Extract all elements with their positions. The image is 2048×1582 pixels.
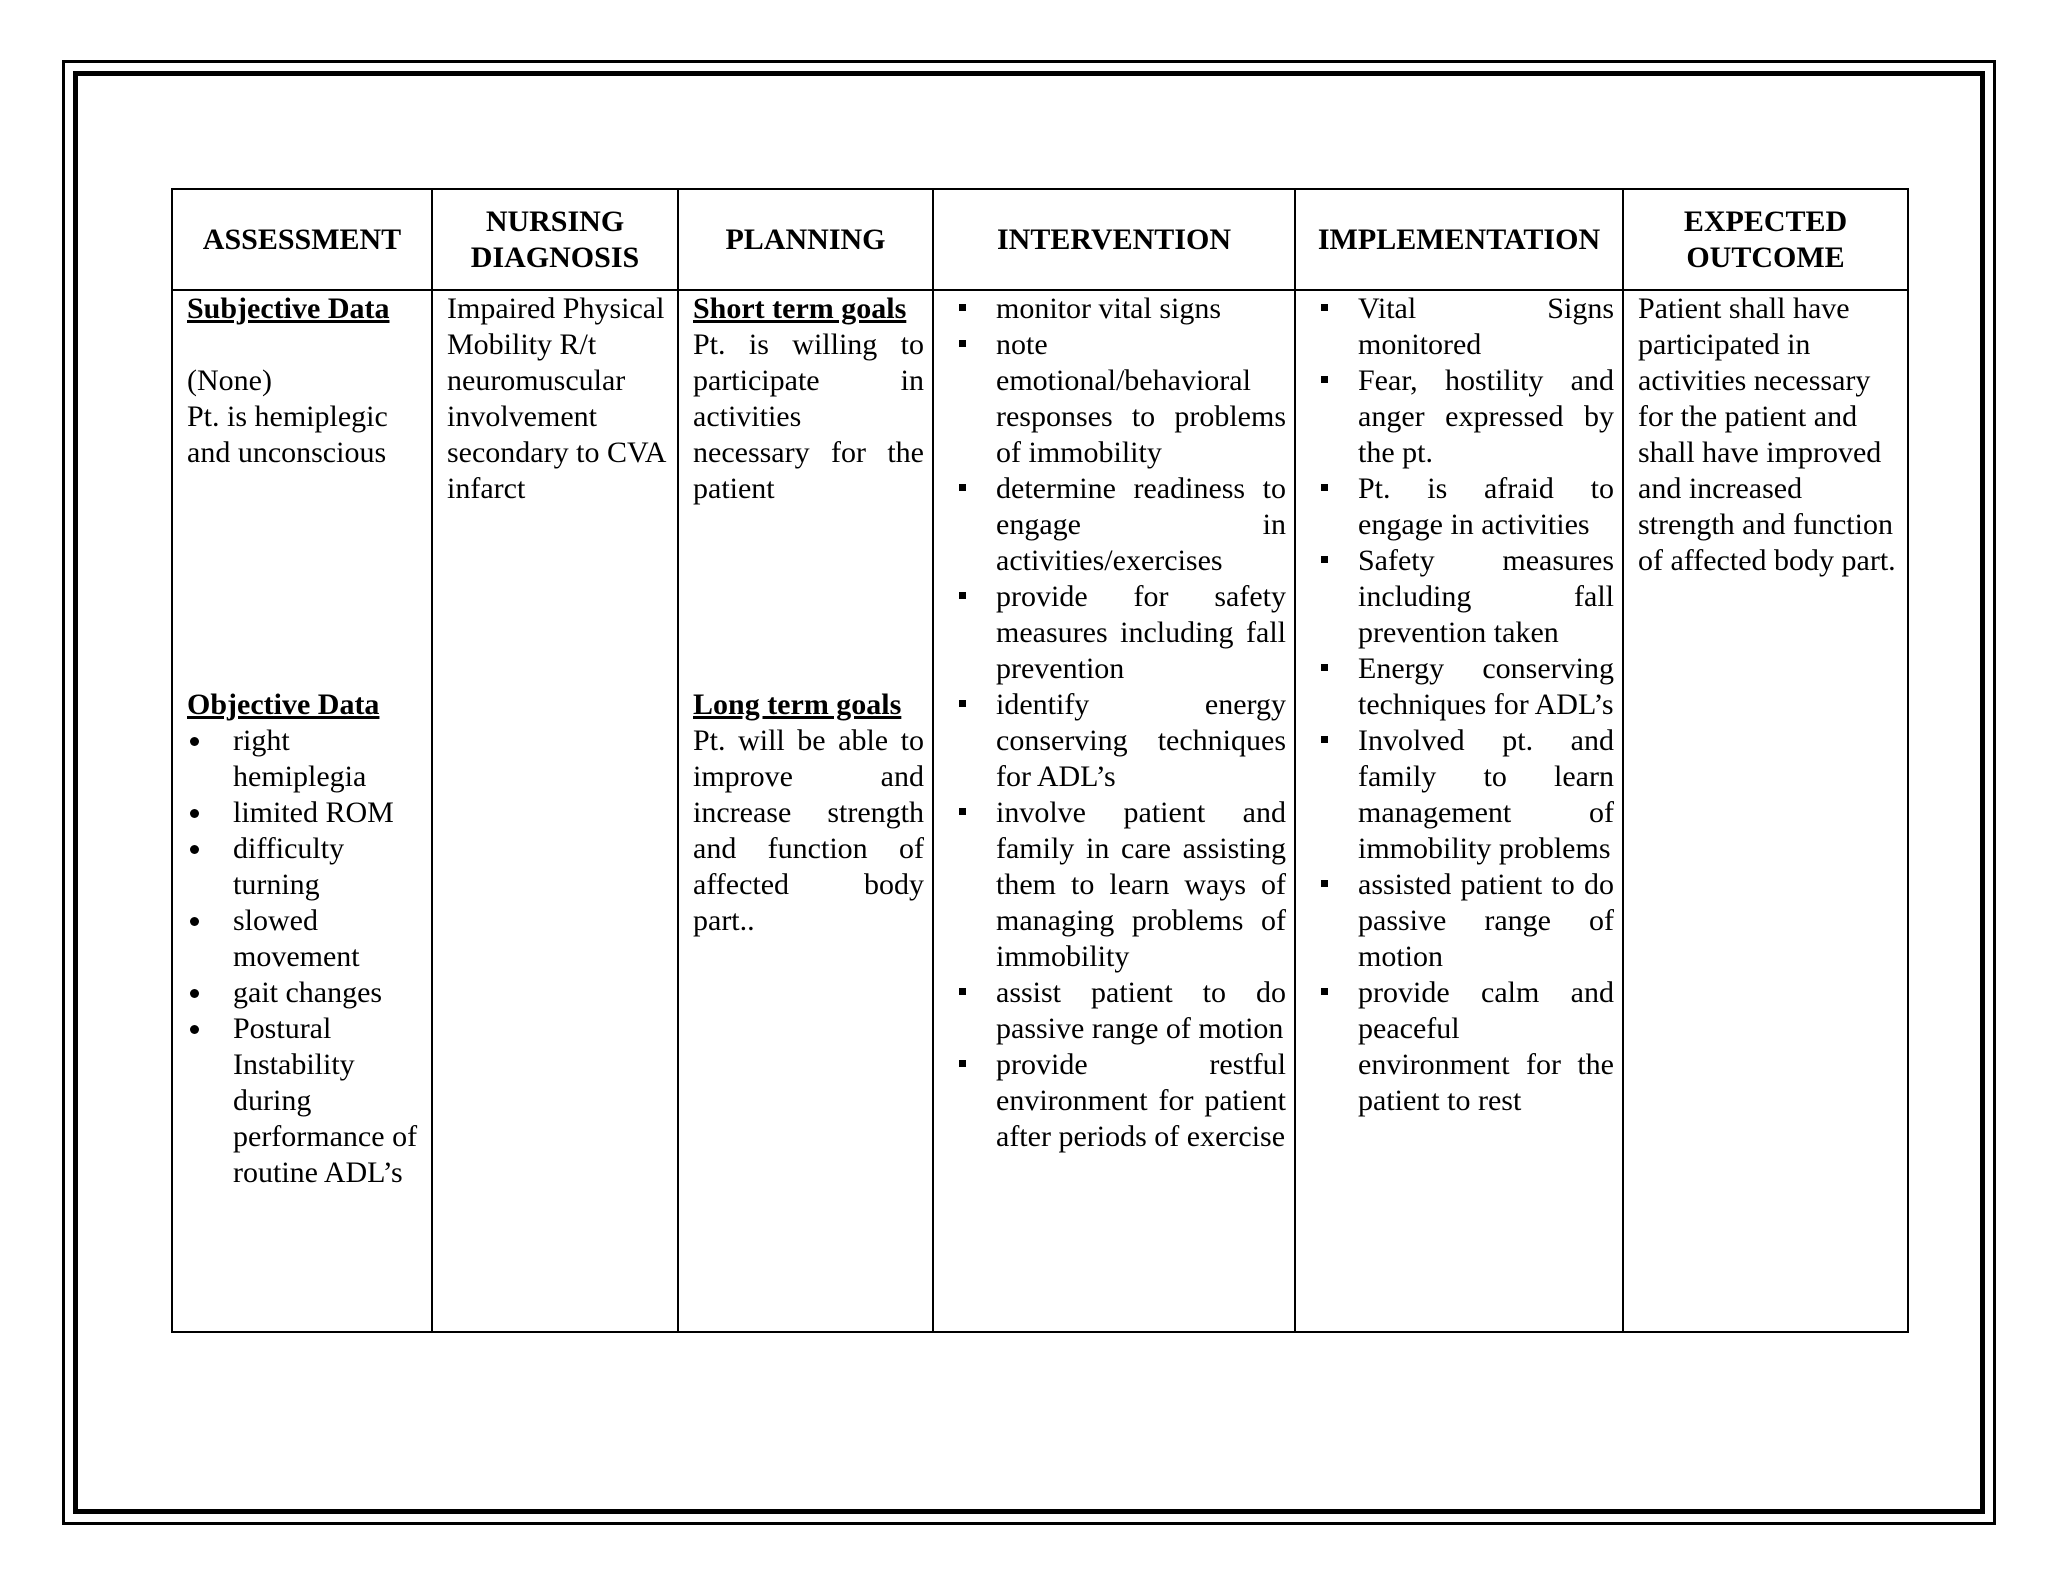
list-item: limited ROM bbox=[187, 795, 423, 831]
implementation-cell bbox=[1295, 290, 1623, 1332]
list-item: Postural Instability during performance of routine ADL’s bbox=[187, 1011, 423, 1191]
subjective-text: Pt. is hemiplegic and unconscious bbox=[187, 400, 388, 469]
care-plan-row bbox=[172, 290, 1908, 1332]
spacer bbox=[187, 327, 423, 363]
list-item: note emotional/behavioral responses to problems of immobility bbox=[948, 327, 1286, 471]
header-expected-outcome: EXPECTED OUTCOME bbox=[1623, 189, 1908, 290]
list-item: Fear, hostility and anger expressed by the pt. bbox=[1310, 363, 1614, 471]
intervention-list bbox=[948, 291, 1286, 1155]
subjective-none: (None) bbox=[187, 364, 272, 397]
spacer bbox=[187, 471, 423, 687]
list-item: slowed movement bbox=[187, 903, 423, 975]
header-assessment: ASSESSMENT bbox=[172, 189, 432, 290]
list-item: provide calm and peaceful environment for the patient to rest bbox=[1310, 975, 1614, 1119]
list-item: Vital Signs monitored bbox=[1310, 291, 1614, 363]
list-item: gait changes bbox=[187, 975, 423, 1011]
list-item: assisted patient to do passive range of motion bbox=[1310, 867, 1614, 975]
nursing-diagnosis-cell bbox=[432, 290, 678, 1332]
long-term-goals-text: Pt. will be able to improve and increase strength and function of affected body part.. bbox=[693, 724, 924, 937]
planning-cell bbox=[678, 290, 933, 1332]
list-item: provide for safety measures including fall prevention bbox=[948, 579, 1286, 687]
long-term-goals-heading: Long term goals bbox=[693, 688, 902, 721]
header-nursing-diagnosis: NURSING DIAGNOSIS bbox=[432, 189, 678, 290]
list-item: monitor vital signs bbox=[948, 291, 1286, 327]
header-implementation: IMPLEMENTATION bbox=[1295, 189, 1623, 290]
list-item: Safety measures including fall prevention taken bbox=[1310, 543, 1614, 651]
list-item: Involved pt. and family to learn management of immobility problems bbox=[1310, 723, 1614, 867]
subjective-data-heading: Subjective Data bbox=[187, 292, 390, 325]
list-item: involve patient and family in care assisting them to learn ways of managing problems of immobility bbox=[948, 795, 1286, 975]
list-item: Pt. is afraid to engage in activities bbox=[1310, 471, 1614, 543]
list-item: provide restful environment for patient after periods of exercise bbox=[948, 1047, 1286, 1155]
header-planning: PLANNING bbox=[678, 189, 933, 290]
list-item: right hemiplegia bbox=[187, 723, 423, 795]
spacer bbox=[693, 507, 924, 687]
nursing-diagnosis-text: Impaired Physical Mobility R/t neuromuscular involvement secondary to CVA infarct bbox=[447, 292, 665, 505]
list-item: Energy conserving techniques for ADL’s bbox=[1310, 651, 1614, 723]
short-term-goals-heading: Short term goals bbox=[693, 292, 907, 325]
objective-data-list bbox=[187, 723, 423, 1191]
expected-outcome-cell bbox=[1623, 290, 1908, 1332]
objective-data-heading: Objective Data bbox=[187, 688, 380, 721]
expected-outcome-text: Patient shall have participated in activities necessary for the patient and shall have improved and increased strength and function of affected body part. bbox=[1638, 292, 1896, 577]
intervention-cell bbox=[933, 290, 1295, 1332]
assessment-cell bbox=[172, 290, 432, 1332]
header-intervention: INTERVENTION bbox=[933, 189, 1295, 290]
list-item: difficulty turning bbox=[187, 831, 423, 903]
header-row bbox=[172, 189, 1908, 290]
list-item: determine readiness to engage in activities/exercises bbox=[948, 471, 1286, 579]
implementation-list bbox=[1310, 291, 1614, 1119]
list-item: assist patient to do passive range of motion bbox=[948, 975, 1286, 1047]
short-term-goals-text: Pt. is willing to participate in activities necessary for the patient bbox=[693, 328, 924, 505]
list-item: identify energy conserving techniques for ADL’s bbox=[948, 687, 1286, 795]
nursing-care-plan-table bbox=[171, 188, 1909, 1333]
